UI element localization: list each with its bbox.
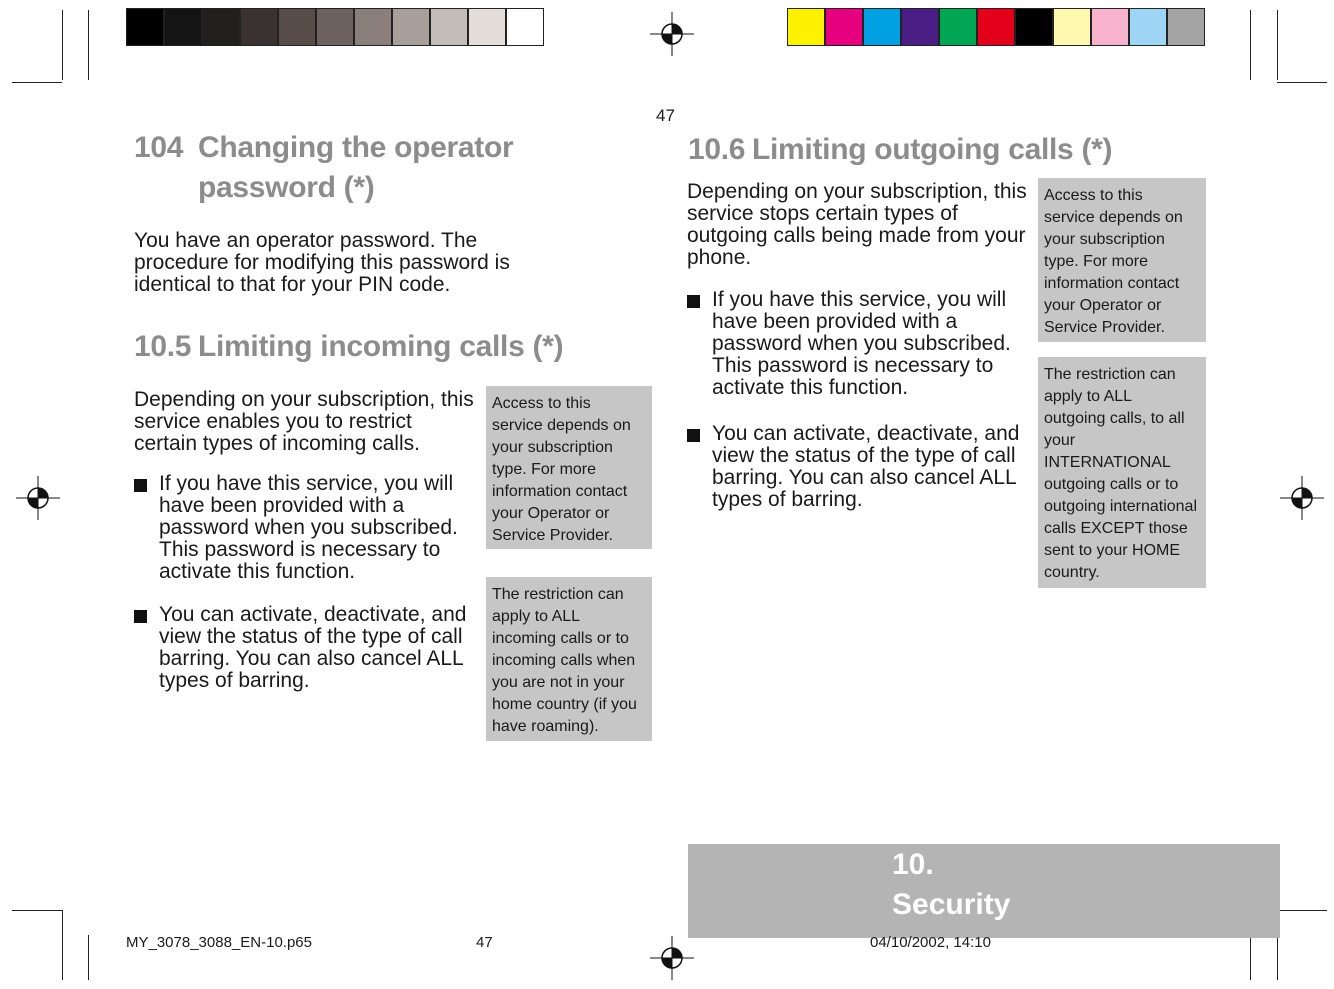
text-line: Depending on your subscription, this [687, 180, 1027, 203]
crop-mark [62, 10, 63, 80]
text-line: barring. You can also cancel ALL [712, 466, 1017, 489]
sidebar-note [486, 386, 652, 549]
text-line: your Operator or [492, 505, 610, 522]
footer-page-number: 47 [476, 934, 493, 951]
bullet-icon [687, 429, 700, 442]
text-line: apply to ALL [492, 608, 581, 625]
text-line: Service Provider. [1044, 319, 1165, 336]
text-line: your Operator or [1044, 297, 1162, 314]
text-line: The restriction can [1044, 366, 1176, 383]
text-line: INTERNATIONAL [1044, 454, 1171, 471]
text-line: Access to this [1044, 187, 1143, 204]
text-line: If you have this service, you will [159, 472, 454, 495]
color-swatch [1015, 8, 1053, 46]
color-swatch [392, 8, 430, 46]
bullet-icon [687, 295, 700, 308]
crop-mark [12, 82, 62, 83]
text-line: types of barring. [712, 488, 863, 511]
section-title [198, 128, 513, 208]
text-line: If you have this service, you will [712, 288, 1007, 311]
section-number: 104 [134, 131, 184, 164]
text-line: type. For more [492, 461, 597, 478]
bullet-icon [134, 479, 147, 492]
text-line: service depends on [1044, 209, 1183, 226]
text-line: procedure for modifying this password is [134, 251, 510, 274]
section-number: 10.6 [688, 133, 746, 166]
color-swatch [316, 8, 354, 46]
sidebar-note [486, 577, 652, 741]
text-line: Service Provider. [492, 527, 613, 544]
page-number: 47 [656, 106, 675, 125]
color-swatch [787, 8, 825, 46]
registration-mark-icon [1280, 476, 1324, 520]
text-line: your [1044, 432, 1076, 449]
crop-mark [88, 935, 89, 980]
bullet-text [712, 289, 1011, 399]
footer-filename: MY_3078_3088_EN-10.p65 [126, 934, 312, 951]
text-line: outgoing calls or to [1044, 476, 1179, 493]
section-title-line: Changing the operator [198, 131, 514, 164]
text-line: home country (if you [492, 696, 637, 713]
color-swatch [1129, 8, 1167, 46]
text-line: barring. You can also cancel ALL [159, 647, 464, 670]
sidebar-note [1038, 357, 1206, 588]
text-line: service depends on [492, 417, 631, 434]
color-swatch [939, 8, 977, 46]
text-line: Depending on your subscription, this [134, 388, 474, 411]
bullet-icon [134, 610, 147, 623]
footer-datetime: 04/10/2002, 14:10 [870, 934, 991, 951]
sidebar-note [1038, 178, 1206, 342]
text-line: This password is necessary to [159, 538, 441, 561]
bullet-item [687, 289, 1027, 399]
text-line: identical to that for your PIN code. [134, 273, 451, 296]
color-swatch [126, 8, 164, 46]
text-line: You have an operator password. The [134, 229, 478, 252]
text-line: outgoing calls, to all [1044, 410, 1185, 427]
registration-mark-icon [650, 936, 694, 980]
text-line: You can activate, deactivate, and [712, 422, 1020, 445]
text-line: have been provided with a [159, 494, 405, 517]
color-swatch [278, 8, 316, 46]
section-intro [134, 389, 494, 455]
bullet-item [134, 473, 484, 583]
section-tab-label: 10. Security [892, 848, 1011, 921]
bullet-text [712, 423, 1019, 511]
crop-mark [1277, 82, 1327, 83]
section-title-line: password (*) [198, 171, 375, 204]
section-intro [687, 181, 1037, 269]
section-title: Limiting outgoing calls (*) [752, 133, 1113, 166]
crop-mark [88, 10, 89, 80]
text-line: activate this function. [712, 376, 909, 399]
registration-mark-icon [16, 476, 60, 520]
text-line: password when you subscribed. [712, 332, 1011, 355]
section-title: Limiting incoming calls (*) [198, 330, 564, 363]
color-swatch [825, 8, 863, 46]
text-line: This password is necessary to [712, 354, 994, 377]
text-line: have been provided with a [712, 310, 958, 333]
text-line: your subscription [492, 439, 613, 456]
bullet-text [159, 604, 466, 692]
color-swatch [430, 8, 468, 46]
color-swatch [1167, 8, 1205, 46]
text-line: you are not in your [492, 674, 625, 691]
text-line: calls EXCEPT those [1044, 520, 1188, 537]
color-swatch [506, 8, 544, 46]
color-swatch [901, 8, 939, 46]
text-line: incoming calls when [492, 652, 636, 669]
crop-mark [1277, 10, 1278, 80]
text-line: service enables you to restrict [134, 410, 412, 433]
crop-mark [12, 910, 62, 911]
color-swatch [977, 8, 1015, 46]
text-line: You can activate, deactivate, and [159, 603, 467, 626]
bullet-text [159, 473, 458, 583]
color-bar [787, 8, 1205, 46]
crop-mark [62, 910, 63, 980]
text-line: service stops certain types of [687, 202, 958, 225]
bullet-item [134, 604, 484, 692]
text-line: outgoing calls being made from your [687, 224, 1026, 247]
text-line: country. [1044, 564, 1100, 581]
color-swatch [1053, 8, 1091, 46]
color-swatch [1091, 8, 1129, 46]
crop-mark [1250, 935, 1251, 980]
bullet-item [687, 423, 1027, 511]
text-line: phone. [687, 246, 752, 269]
color-swatch [468, 8, 506, 46]
color-swatch [240, 8, 278, 46]
text-line: Access to this [492, 395, 591, 412]
text-line: password when you subscribed. [159, 516, 458, 539]
color-swatch [202, 8, 240, 46]
color-swatch [354, 8, 392, 46]
text-line: activate this function. [159, 560, 356, 583]
color-swatch [164, 8, 202, 46]
text-line: incoming calls or to [492, 630, 629, 647]
grayscale-bar [126, 8, 544, 46]
text-line: types of barring. [159, 669, 310, 692]
section-body [134, 230, 534, 296]
text-line: information contact [1044, 275, 1180, 292]
crop-mark [1250, 10, 1251, 80]
crop-mark [1277, 910, 1327, 911]
text-line: have roaming). [492, 718, 599, 735]
text-line: your subscription [1044, 231, 1165, 248]
registration-mark-icon [650, 12, 694, 56]
text-line: view the status of the type of call [159, 625, 463, 648]
text-line: The restriction can [492, 586, 624, 603]
color-swatch [863, 8, 901, 46]
text-line: apply to ALL [1044, 388, 1133, 405]
text-line: outgoing international [1044, 498, 1198, 515]
text-line: type. For more [1044, 253, 1149, 270]
section-number: 10.5 [134, 330, 192, 363]
text-line: view the status of the type of call [712, 444, 1016, 467]
text-line: information contact [492, 483, 628, 500]
text-line: certain types of incoming calls. [134, 432, 420, 455]
text-line: sent to your HOME [1044, 542, 1181, 559]
